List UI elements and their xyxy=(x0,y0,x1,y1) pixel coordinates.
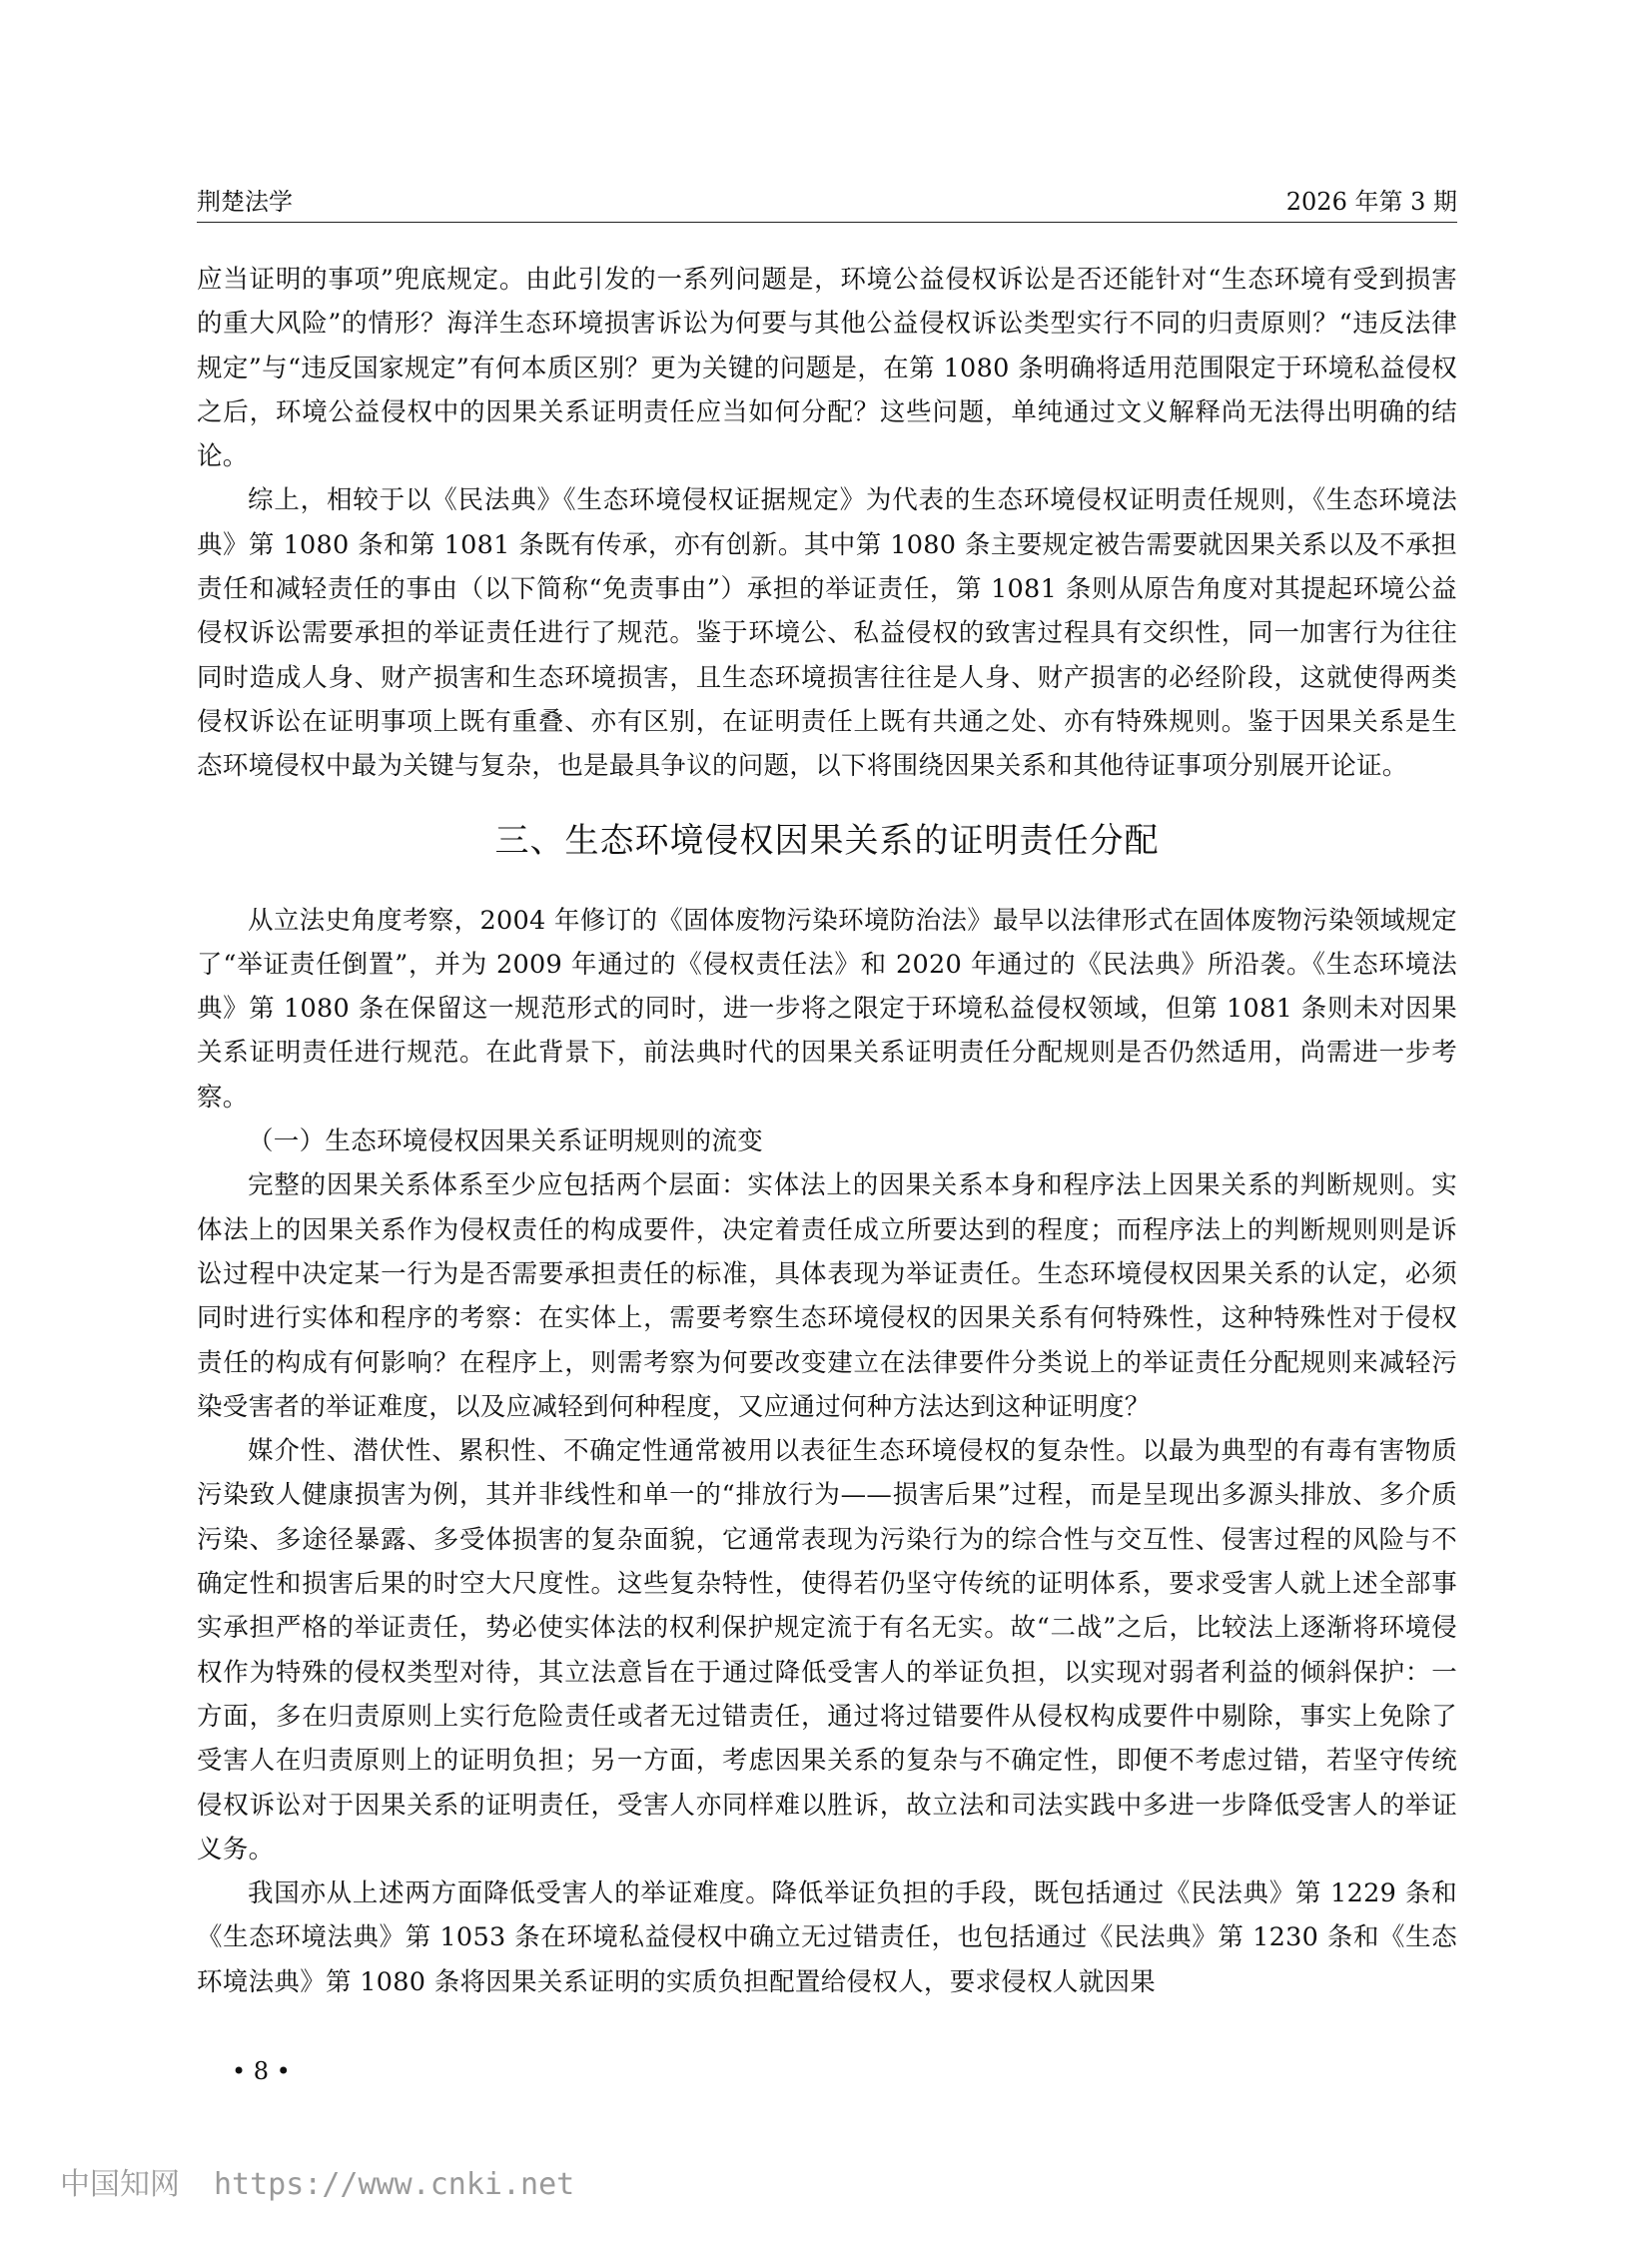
page-number: • 8 • xyxy=(232,2057,291,2085)
issue-number: 2026 年第 3 期 xyxy=(1285,188,1457,216)
journal-name: 荆楚法学 xyxy=(197,188,293,216)
header-rule xyxy=(197,222,1457,223)
subheading: （一）生态环境侵权因果关系证明规则的流变 xyxy=(248,1126,764,1157)
paragraph-3: 从立法史角度考察，2004 年修订的《固体废物污染环境防治法》最早以法律形式在固体废物污染领域规定了“举证责任倒置”，并为 2009 年通过的《侵权责任法》和 2020 年通过的《民法典》所沿袭。《生态环境法典》第 1080 条在保留这一规范形式的同时，进一步将之限定于环境私益侵权领域，但第 1081 条则未对因果关系证明责任进行规范。在此背景下，前法典时代的因果关系证明责任分配规则是否仍然适用，尚需进一步考察。 xyxy=(197,905,1457,1113)
watermark-url[interactable]: https://www.cnki.net xyxy=(214,2167,575,2202)
paragraph-2: 综上，相较于以《民法典》《生态环境侵权证据规定》为代表的生态环境侵权证明责任规则，《生态环境法典》第 1080 条和第 1081 条既有传承，亦有创新。其中第 1080 条主要规定被告需要就因果关系以及不承担责任和减轻责任的事由（以下简称“免责事由”）承担的举证责任，第 1081 条则从原告角度对其提起环境公益侵权诉讼需要承担的举证责任进行了规范。鉴于环境公、私益侵权的致害过程具有交织性，同一加害行为往往同时造成人身、财产损害和生态环境损害，且生态环境损害往往是人身、财产损害的必经阶段，这就使得两类侵权诉讼在证明事项上既有重叠、亦有区别，在证明责任上既有共通之处、亦有特殊规则。鉴于因果关系是生态环境侵权中最为关键与复杂，也是最具争议的问题，以下将围绕因果关系和其他待证事项分别展开论证。 xyxy=(197,485,1457,782)
paragraph-5: 媒介性、潜伏性、累积性、不确定性通常被用以表征生态环境侵权的复杂性。以最为典型的有毒有害物质污染致人健康损害为例，其并非线性和单一的“排放行为——损害后果”过程，而是呈现出多源头排放、多介质污染、多途径暴露、多受体损害的复杂面貌，它通常表现为污染行为的综合性与交互性、侵害过程的风险与不确定性和损害后果的时空大尺度性。这些复杂特性，使得若仍坚守传统的证明体系，要求受害人就上述全部事实承担严格的举证责任，势必使实体法的权利保护规定流于有名无实。故“二战”之后，比较法上逐渐将环境侵权作为特殊的侵权类型对待，其立法意旨在于通过降低受害人的举证负担，以实现对弱者利益的倾斜保护：一方面，多在归责原则上实行危险责任或者无过错责任，通过将过错要件从侵权构成要件中剔除，事实上免除了受害人在归责原则上的证明负担；另一方面，考虑因果关系的复杂与不确定性，即便不考虑过错，若坚守传统侵权诉讼对于因果关系的证明责任，受害人亦同样难以胜诉，故立法和司法实践中多进一步降低受害人的举证义务。 xyxy=(197,1436,1457,1865)
cnki-watermark xyxy=(60,2159,574,2203)
section-title: 三、生态环境侵权因果关系的证明责任分配 xyxy=(494,820,1160,861)
paragraph-1: 应当证明的事项”兜底规定。由此引发的一系列问题是，环境公益侵权诉讼是否还能针对“生态环境有受到损害的重大风险”的情形？海洋生态环境损害诉讼为何要与其他公益侵权诉讼类型实行不同的归责原则？“违反法律规定”与“违反国家规定”有何本质区别？更为关键的问题是，在第 1080 条明确将适用范围限定于环境私益侵权之后，环境公益侵权中的因果关系证明责任应当如何分配？这些问题，单纯通过文义解释尚无法得出明确的结论。 xyxy=(197,265,1457,472)
running-header xyxy=(197,182,1457,217)
article-body xyxy=(197,258,1457,2004)
watermark-site-name: 中国知网 xyxy=(60,2167,180,2202)
paragraph-4: 完整的因果关系体系至少应包括两个层面：实体法上的因果关系本身和程序法上因果关系的判断规则。实体法上的因果关系作为侵权责任的构成要件，决定着责任成立所要达到的程度；而程序法上的判断规则则是诉讼过程中决定某一行为是否需要承担责任的标准，具体表现为举证责任。生态环境侵权因果关系的认定，必须同时进行实体和程序的考察：在实体上，需要考察生态环境侵权的因果关系有何特殊性，这种特殊性对于侵权责任的构成有何影响？在程序上，则需考察为何要改变建立在法律要件分类说上的举证责任分配规则来减轻污染受害者的举证难度，以及应减轻到何种程度，又应通过何种方法达到这种证明度？ xyxy=(197,1170,1457,1422)
paragraph-6: 我国亦从上述两方面降低受害人的举证难度。降低举证负担的手段，既包括通过《民法典》第 1229 条和《生态环境法典》第 1053 条在环境私益侵权中确立无过错责任，也包括通过《民法典》第 1230 条和《生态环境法典》第 1080 条将因果关系证明的实质负担配置给侵权人，要求侵权人就因果 xyxy=(197,1878,1457,1997)
